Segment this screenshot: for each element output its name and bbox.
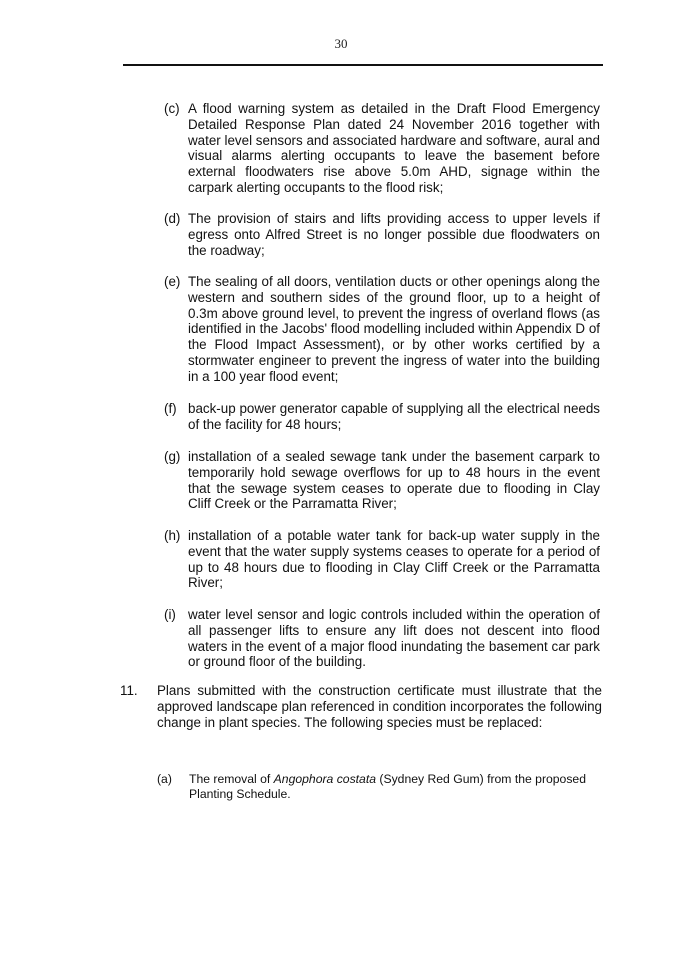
condition-number: 11. <box>120 683 138 698</box>
item-label: (d) <box>164 211 181 226</box>
species-name: Angophora costata <box>273 772 376 786</box>
condition-item-g <box>164 449 600 512</box>
condition-11-item-a <box>157 772 602 801</box>
item-text: back-up power generator capable of supplying all the electrical needs of the facility for 48 hours; <box>188 401 600 432</box>
item-label: (g) <box>164 449 181 464</box>
item-text: The provision of stairs and lifts providing access to upper levels if egress onto Alfred Street is no longer possible due floodwaters on the roadway; <box>188 211 600 258</box>
item-label: (h) <box>164 528 181 543</box>
condition-item-c <box>164 101 600 196</box>
condition-11 <box>120 683 602 730</box>
header-rule <box>123 64 603 66</box>
item-label: (f) <box>164 401 177 416</box>
text-before: The removal of <box>189 772 274 786</box>
item-text: water level sensor and logic controls included within the operation of all passenger lifts to ensure any lift does not descent into flood waters in the event of a major flood inundating the basement car park or ground floor of the building. <box>188 607 600 670</box>
item-label: (a) <box>157 772 172 786</box>
item-text: A flood warning system as detailed in the Draft Flood Emergency Detailed Response Plan dated 24 November 2016 together with water level sensors and associated hardware and software, aural and visual alarms alerting occupants to leave the basement before external floodwaters rise above 5.0m AHD, signage within the carpark alerting occupants to the flood risk; <box>188 101 600 195</box>
text-after: (Sydney Red Gum) from the proposed Planting Schedule. <box>189 772 586 801</box>
item-text <box>189 772 602 801</box>
condition-item-i <box>164 607 600 670</box>
condition-item-e <box>164 274 600 385</box>
item-text: installation of a potable water tank for back-up water supply in the event that the water supply systems ceases to operate for a period of up to 48 hours due to flooding in Clay Cliff Creek or the Parramatta River; <box>188 528 600 591</box>
item-label: (c) <box>164 101 180 116</box>
item-text: installation of a sealed sewage tank under the basement carpark to temporarily hold sewage overflows for up to 48 hours in the event that the sewage system ceases to operate due to flooding in Clay Cliff Creek or the Parramatta River; <box>188 449 600 512</box>
item-text: The sealing of all doors, ventilation ducts or other openings along the western and southern sides of the ground floor, up to a height of 0.3m above ground level, to prevent the ingress of overland flows (as identified in the Jacobs' flood modelling included within Appendix D of the Flood Impact Assessment), or by other works certified by a stormwater engineer to prevent the ingress of water into the building in a 100 year flood event; <box>188 274 600 384</box>
item-label: (i) <box>164 607 176 622</box>
page-number: 30 <box>334 36 348 51</box>
condition-item-f <box>164 401 600 433</box>
condition-item-d <box>164 211 600 258</box>
condition-item-h <box>164 528 600 591</box>
condition-text: Plans submitted with the construction certificate must illustrate that the approved landscape plan referenced in condition incorporates the following change in plant species. The following species must be replaced: <box>157 683 602 730</box>
item-label: (e) <box>164 274 181 289</box>
